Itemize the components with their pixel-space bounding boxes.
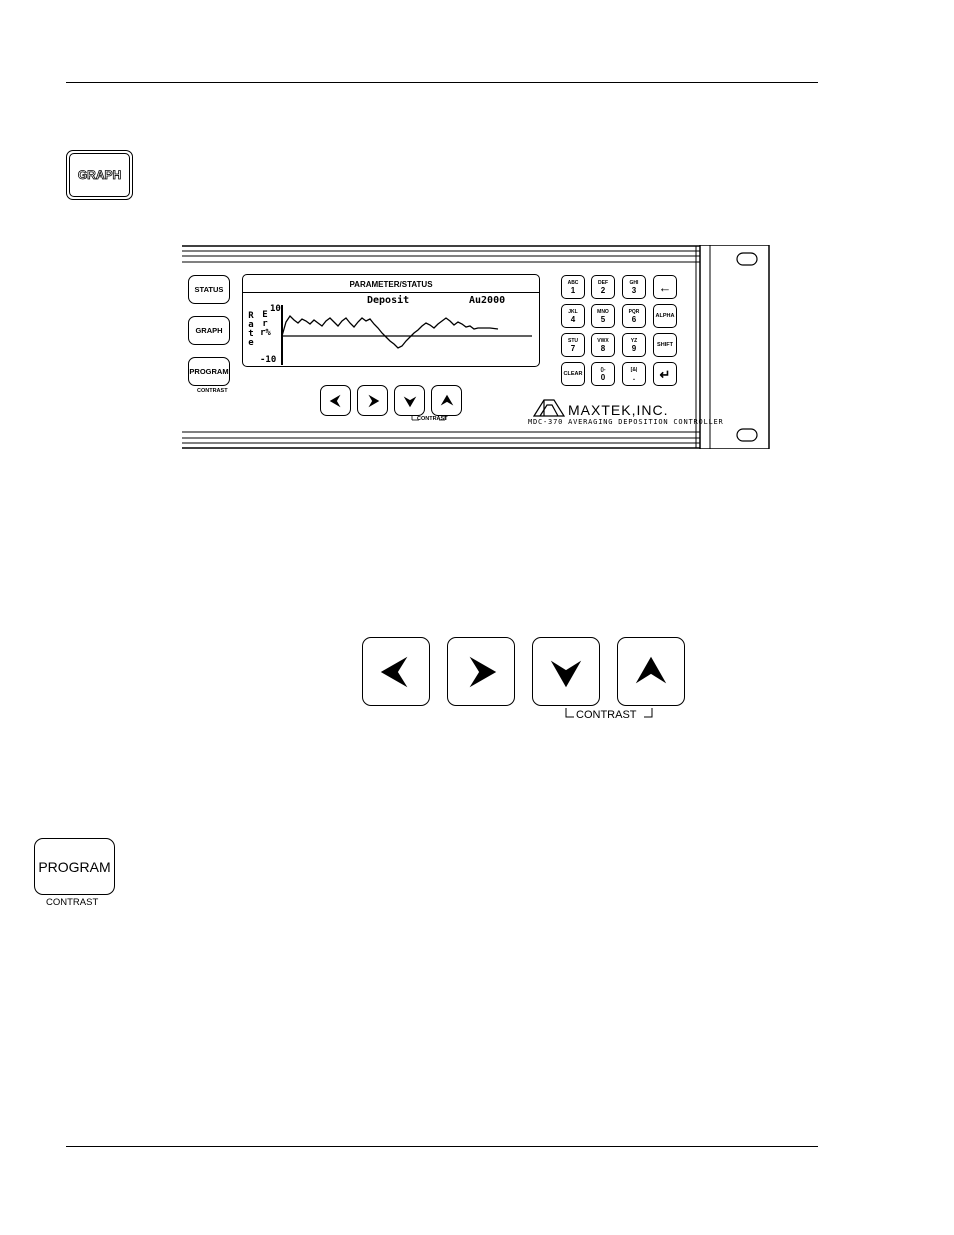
down-arrow-icon bbox=[547, 653, 585, 691]
up-arrow-icon bbox=[632, 653, 670, 691]
model-name: MDC-370 AVERAGING DEPOSITION CONTROLLER bbox=[528, 418, 724, 426]
right-arrow-icon bbox=[364, 392, 382, 410]
panel-down-arrow-button[interactable] bbox=[394, 385, 425, 416]
panel-up-arrow-button[interactable] bbox=[431, 385, 462, 416]
right-arrow-icon bbox=[462, 653, 500, 691]
keypad-key-1[interactable] bbox=[561, 275, 585, 299]
lcd-y-max: 10 bbox=[270, 304, 281, 314]
keypad-key-5[interactable] bbox=[591, 304, 615, 328]
program-panel-button[interactable] bbox=[188, 357, 230, 386]
lcd-rate-error-graph bbox=[242, 274, 540, 367]
bottom-rule bbox=[66, 1146, 818, 1147]
brand-name: MAXTEK,INC. bbox=[568, 402, 669, 418]
down-arrow-icon bbox=[401, 392, 419, 410]
status-button-label: STATUS bbox=[194, 285, 224, 294]
backspace-icon: ← bbox=[658, 279, 672, 295]
status-button[interactable] bbox=[188, 275, 230, 304]
right-arrow-button[interactable] bbox=[447, 637, 515, 706]
graph-button[interactable] bbox=[66, 150, 133, 200]
enter-key[interactable] bbox=[653, 362, 677, 386]
lcd-axis-label-rate: Rate bbox=[248, 311, 254, 348]
program-panel-button-label: PROGRAM bbox=[189, 367, 229, 376]
left-arrow-button[interactable] bbox=[362, 637, 430, 706]
lcd-mode-text: Deposit bbox=[367, 295, 410, 306]
alpha-key[interactable] bbox=[653, 304, 677, 328]
front-panel bbox=[182, 245, 770, 449]
keypad-key-9-letters: YZ bbox=[630, 337, 638, 344]
keypad-key-9-digit: 9 bbox=[631, 343, 637, 353]
program-button-label: PROGRAM bbox=[38, 858, 111, 875]
panel-left-arrow-button[interactable] bbox=[320, 385, 351, 416]
keypad-key-5-digit: 5 bbox=[600, 314, 606, 324]
lcd-y-min: -10 bbox=[260, 355, 277, 365]
keypad-key-0-digit: 0 bbox=[600, 372, 606, 382]
arrow-contrast-label: CONTRAST bbox=[417, 416, 448, 422]
keypad-key-3[interactable] bbox=[622, 275, 646, 299]
lcd-material-text: Au2000 bbox=[469, 295, 506, 306]
keypad-key-5-letters: MNO bbox=[597, 308, 609, 315]
keypad-key-2-letters: DEF bbox=[598, 279, 608, 286]
program-contrast-label: CONTRAST bbox=[46, 897, 99, 908]
left-arrow-icon bbox=[327, 392, 345, 410]
arrows-contrast-label: CONTRAST bbox=[576, 709, 637, 721]
keypad-key-7-letters: STU bbox=[568, 337, 578, 344]
enter-icon: ↵ bbox=[659, 366, 671, 382]
keypad-key-2-digit: 2 bbox=[600, 285, 606, 295]
top-rule bbox=[66, 82, 818, 83]
keypad-key-3-letters: GHI bbox=[629, 279, 639, 286]
keypad-key-0-letters: ()- bbox=[600, 366, 606, 373]
backspace-key[interactable] bbox=[653, 275, 677, 299]
keypad-key-dot-digit: . bbox=[632, 372, 636, 382]
keypad-key-3-digit: 3 bbox=[631, 285, 637, 295]
keypad-key-4[interactable] bbox=[561, 304, 585, 328]
clear-key[interactable] bbox=[561, 362, 585, 386]
left-arrow-icon bbox=[377, 653, 415, 691]
clear-key-label: CLEAR bbox=[563, 371, 583, 377]
up-arrow-button[interactable] bbox=[617, 637, 685, 706]
lcd-display bbox=[242, 274, 540, 367]
keypad-key-1-letters: ABC bbox=[567, 279, 579, 286]
panel-right-arrow-button[interactable] bbox=[357, 385, 388, 416]
keypad-key-0[interactable] bbox=[591, 362, 615, 386]
side-contrast-label: CONTRAST bbox=[197, 388, 228, 394]
shift-key-label: SHIFT bbox=[657, 342, 673, 348]
keypad-key-4-letters: JKL bbox=[568, 308, 578, 315]
graph-panel-button[interactable] bbox=[188, 316, 230, 345]
lcd-axis-label-err: Err% bbox=[260, 310, 271, 338]
keypad-key-2[interactable] bbox=[591, 275, 615, 299]
keypad-key-6-digit: 6 bbox=[631, 314, 637, 324]
up-arrow-icon bbox=[438, 392, 456, 410]
down-arrow-button[interactable] bbox=[532, 637, 600, 706]
keypad-key-7[interactable] bbox=[561, 333, 585, 357]
keypad-key-8-letters: VWX bbox=[597, 337, 609, 344]
shift-key[interactable] bbox=[653, 333, 677, 357]
keypad-key-4-digit: 4 bbox=[570, 314, 576, 324]
keypad-key-6[interactable] bbox=[622, 304, 646, 328]
graph-panel-button-label: GRAPH bbox=[195, 326, 223, 335]
graph-button-label: GRAPH bbox=[77, 168, 122, 182]
keypad-key-dot[interactable] bbox=[622, 362, 646, 386]
lcd-title: PARAMETER/STATUS bbox=[349, 280, 433, 289]
contrast-bracket bbox=[0, 704, 954, 734]
keypad-key-dot-letters: [&| bbox=[630, 366, 638, 373]
keypad-key-7-digit: 7 bbox=[570, 343, 576, 353]
maxtek-logo-icon bbox=[534, 400, 564, 416]
alpha-key-label: ALPHA bbox=[655, 313, 675, 319]
program-button[interactable] bbox=[34, 838, 115, 895]
keypad-key-1-digit: 1 bbox=[570, 285, 576, 295]
keypad-key-8[interactable] bbox=[591, 333, 615, 357]
keypad-key-9[interactable] bbox=[622, 333, 646, 357]
keypad-key-8-digit: 8 bbox=[600, 343, 606, 353]
keypad-key-6-letters: PQR bbox=[628, 308, 640, 315]
